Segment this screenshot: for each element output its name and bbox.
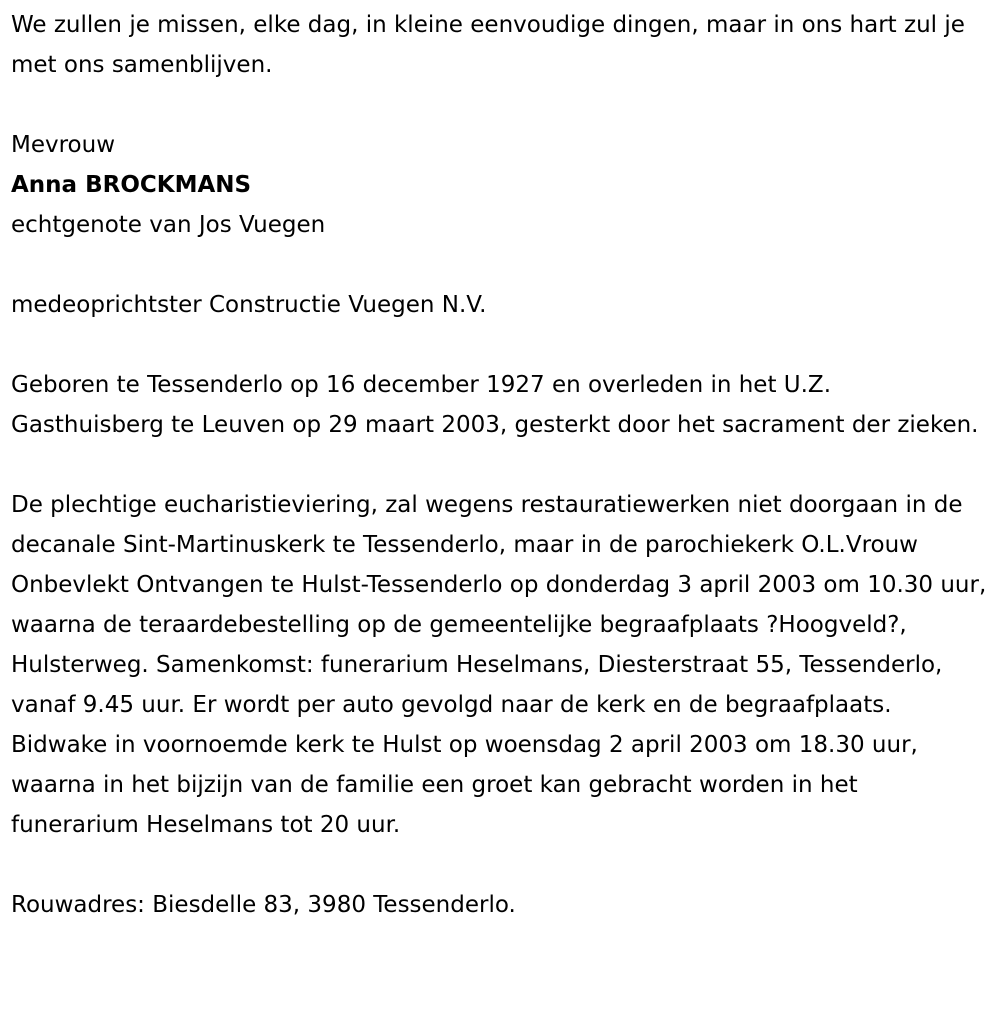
spacer [11,245,990,285]
birth-death-text: Geboren te Tessenderlo op 16 december 1927 en overleden in het U.Z. Gasthuisberg te Leuven op 29 maart 2003, gesterkt door het sacrament der zieken. [11,372,979,438]
role-text: medeoprichtster Constructie Vuegen N.V. [11,292,487,318]
deceased-name: Anna BROCKMANS [11,172,252,198]
spacer [11,85,990,125]
intro-text: We zullen je missen, elke dag, in kleine eenvoudige dingen, maar in ons hart zul je met ons samenblijven. [11,12,965,78]
ceremony-text: De plechtige eucharistieviering, zal wegens restauratiewerken niet doorgaan in de decanale Sint-Martinuskerk te Tessenderlo, maar in de parochiekerk O.L.Vrouw Onbevlekt Ontvangen te Hulst-Tessenderlo op donderdag 3 april 2003 om 10.30 uur, waarna de teraardebestelling op de gemeentelijke begraafplaats ?Hoogveld?, Hulsterweg. Samenkomst: funerarium Heselmans, Diesterstraat 55, Tessenderlo, vanaf 9.45 uur. Er wordt per auto gevolgd naar de kerk en de begraafplaats. Bidwake in voornoemde kerk te Hulst op woensdag 2 april 2003 om 18.30 uur, waarna in het bijzijn van de familie een groet kan gebracht worden in het funerarium Heselmans tot 20 uur. [11,492,987,838]
address-text: Rouwadres: Biesdelle 83, 3980 Tessenderlo. [11,892,516,918]
salutation-text: Mevrouw [11,132,116,158]
spacer [11,325,990,365]
spacer [11,445,990,485]
spouse-text: echtgenote van Jos Vuegen [11,212,326,238]
spacer [11,845,990,885]
